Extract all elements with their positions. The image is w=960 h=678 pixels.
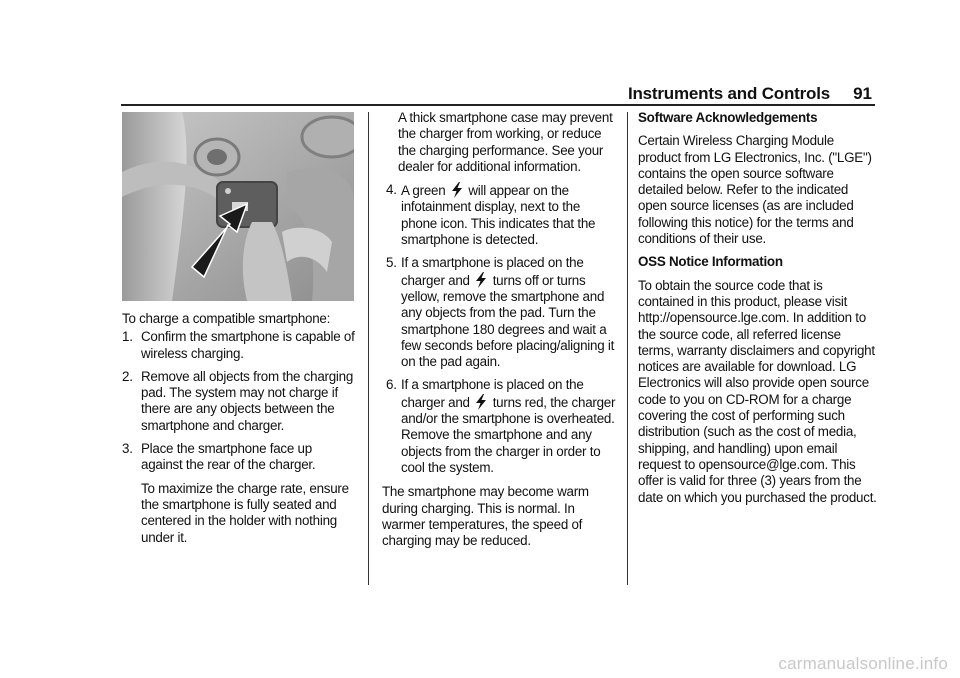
step-text-post: will appear on the infotainment display, next to the phone icon. This indicates that the smartphone is detected. [401,183,596,248]
list-item [122,369,356,434]
step-text-pre: If a smartphone is placed on the charger and [401,255,584,288]
column-3 [638,110,878,513]
section-heading: Software Acknowledgements [638,110,818,125]
step-text-post: turns red, the charger and/or the smartphone is overheated. Remove the smartphone and any objects from the charger in order to cool the system. [401,394,616,475]
column-divider-1 [368,112,369,585]
list-item [122,329,356,362]
watermark: carmanualsonline.info [778,654,948,673]
intro-text: To charge a compatible smartphone: [122,311,331,326]
section-heading: OSS Notice Information [638,254,783,270]
column-1 [122,311,356,553]
charging-pad-photo [122,112,354,301]
list-item [382,255,616,370]
column-divider-2 [627,112,628,585]
lightning-bolt-icon [475,394,487,410]
page-header-title: Instruments and Controls [627,84,830,103]
list-item [122,441,356,546]
step-text-pre: If a smartphone is placed on the charger and [401,377,584,410]
step-text-post: turns off or turns yellow, remove the smartphone and any objects from the pad. Turn the smartphone 180 degrees and wait a few seconds before placing/aligning it on the pad again. [401,272,615,370]
step-text: Place the smartphone face up against the rear of the charger. [141,441,316,473]
list-item [382,182,616,248]
step-number: 4. [386,182,397,198]
page-number: 91 [853,84,872,103]
step-text: Confirm the smartphone is capable of wireless charging. [141,329,355,361]
step-number: 3. [122,441,133,457]
step-number: 5. [386,255,397,271]
lightning-bolt-icon [451,182,463,198]
step-subtext: To maximize the charge rate, ensure the smartphone is fully seated and centered in the holder with nothing under it. [141,480,349,545]
lightning-bolt-icon [475,272,487,288]
step-text-pre: A green [401,183,446,199]
step-number: 1. [122,329,133,345]
step-number: 2. [122,368,133,384]
list-item [382,377,616,476]
header-rule [121,104,875,106]
step-text: Remove all objects from the charging pad. The system may not charge if there are any objects between the smartphone and charger. [141,368,354,433]
column-2 [382,110,616,556]
body-paragraph: To obtain the source code that is contained in this product, please visit http://opensource.lge.com. In addition to the source code, all referred license terms, warranty disclaimers and copyright notices are available for download. LG Electronics will also provide open source code to you on CD-ROM for a charge covering the cost of performing such distribution (such as the cost of media, shipping, and handling) upon email request to opensource@lge.com. This offer is valid for three (3) years from the date on which you purchased the product. [638,277,877,505]
continued-text: A thick smartphone case may prevent the charger from working, or reduce the charging performance. See your dealer for additional information. [398,110,613,174]
warmth-paragraph: The smartphone may become warm during charging. This is normal. In warmer temperatures, the speed of charging may be reduced. [382,484,589,549]
body-paragraph: Certain Wireless Charging Module product from LG Electronics, Inc. ("LGE") contains the open source software detailed below. Refer to the indicated open source licenses (as are included following this notice) for the terms and conditions of their use. [638,133,872,247]
step-number: 6. [386,377,397,393]
